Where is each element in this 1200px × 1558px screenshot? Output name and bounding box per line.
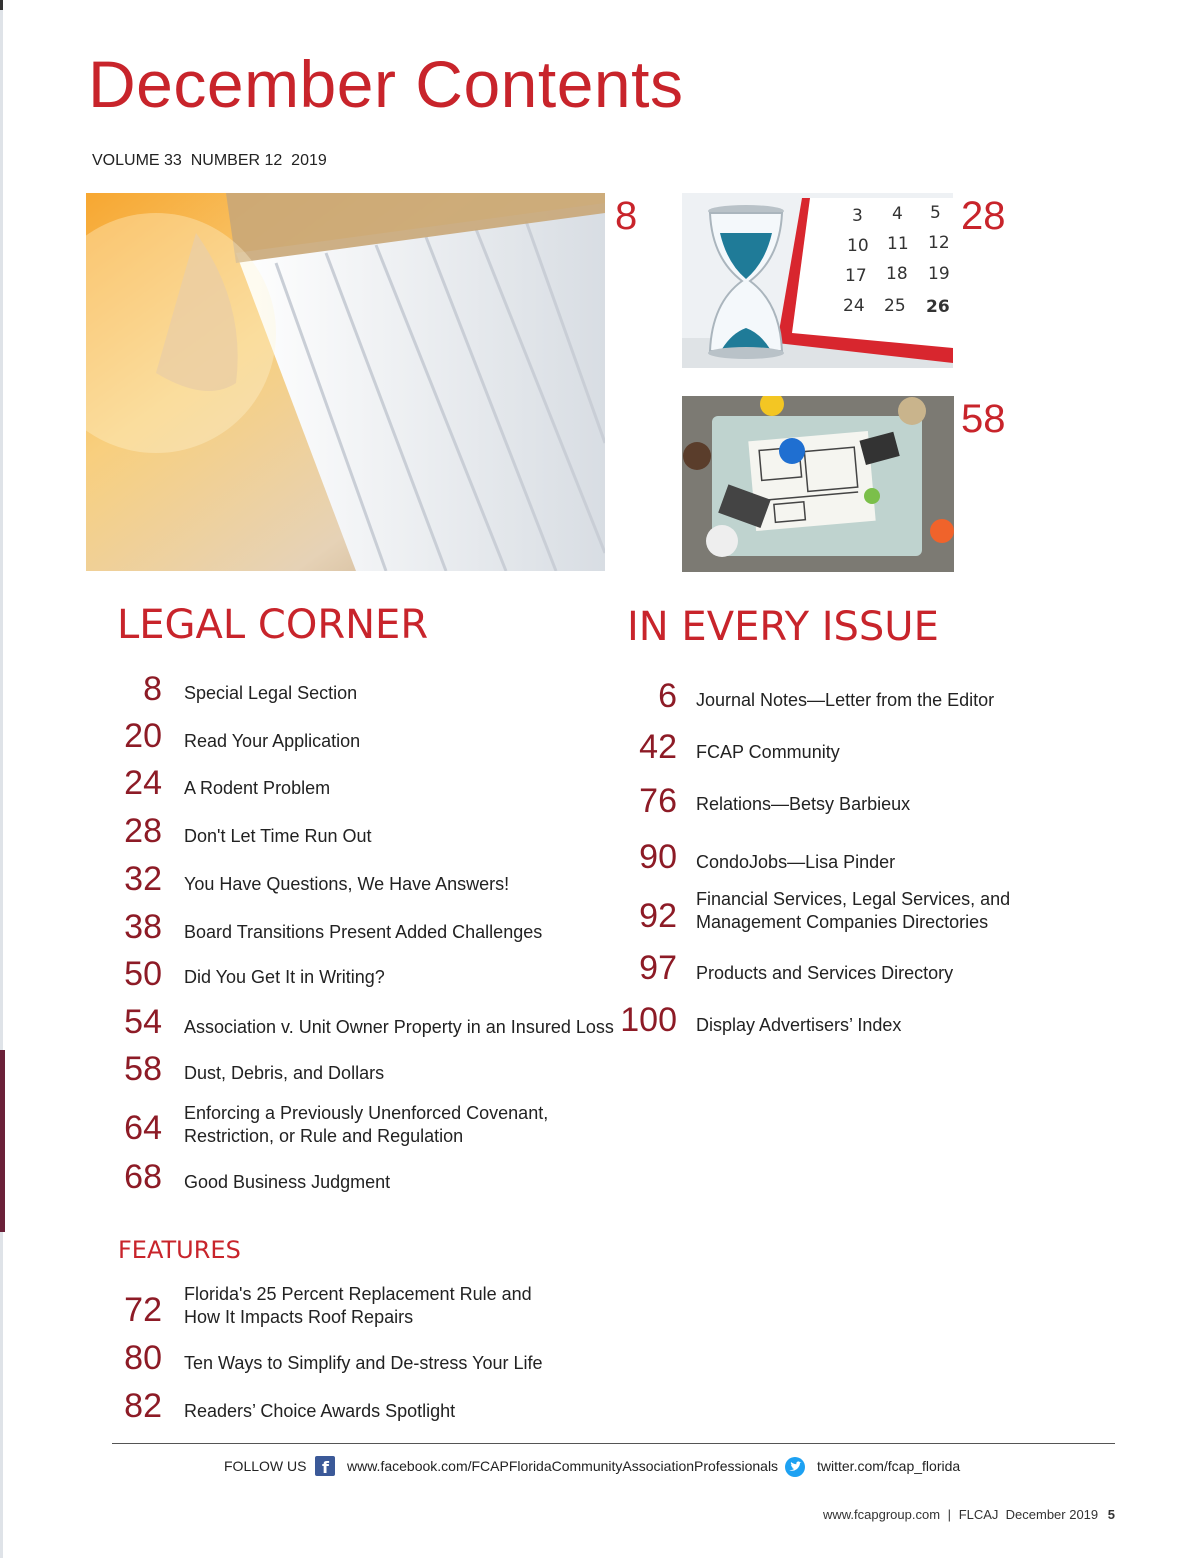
calendar-day: 12 — [928, 233, 950, 253]
twitter-icon[interactable] — [785, 1457, 805, 1477]
toc-entry-title[interactable]: Don't Let Time Run Out — [184, 826, 372, 846]
calendar-day: 10 — [847, 236, 869, 256]
hourglass-calendar-photo — [682, 193, 953, 368]
left-margin-rule — [0, 0, 3, 1558]
toc-page-number: 64 — [124, 1109, 162, 1147]
toc-page-number: 92 — [639, 897, 677, 935]
toc-page-number: 20 — [124, 717, 162, 755]
folio-separator: | — [947, 1507, 952, 1522]
toc-page-number: 82 — [124, 1387, 162, 1425]
toc-entry-title[interactable]: Financial Services, Legal Services, and Management Companies Directories — [696, 889, 1011, 932]
volume-line: VOLUME 33 NUMBER 12 2019 — [92, 152, 327, 169]
twitter-link[interactable]: twitter.com/fcap_florida — [817, 1458, 961, 1474]
toc-entry-title[interactable]: Did You Get It in Writing? — [184, 967, 385, 987]
toc-page-number: 32 — [124, 860, 162, 898]
toc-page-number: 58 — [124, 1050, 162, 1088]
toc-entry-title[interactable]: CondoJobs—Lisa Pinder — [696, 852, 896, 872]
calendar-day: 17 — [845, 266, 867, 286]
calendar-day: 18 — [886, 264, 908, 284]
toc-entry-title[interactable]: Good Business Judgment — [184, 1172, 391, 1192]
toc-entry-title[interactable]: Journal Notes—Letter from the Editor — [696, 690, 995, 710]
greek-column-photo — [86, 193, 605, 571]
toc-page-number: 72 — [124, 1291, 162, 1329]
toc-entry-title[interactable]: FCAP Community — [696, 742, 840, 762]
toc-page-number: 68 — [124, 1158, 162, 1196]
facebook-link[interactable]: www.facebook.com/FCAPFloridaCommunityAssociationProfessionals — [347, 1458, 779, 1474]
toc-entry-title[interactable]: Ten Ways to Simplify and De-stress Your Life — [184, 1353, 543, 1373]
toc-page-number: 80 — [124, 1339, 162, 1377]
toc-page-number: 28 — [124, 812, 162, 850]
left-accent-bar — [0, 1050, 5, 1232]
toc-entry-title[interactable]: Florida's 25 Percent Replacement Rule and How It Impacts Roof Repairs — [184, 1284, 532, 1327]
toc-entry-title[interactable]: Products and Services Directory — [696, 963, 954, 983]
toc-entry-title[interactable]: Board Transitions Present Added Challenges — [184, 922, 543, 942]
page-title: December Contents — [88, 47, 684, 121]
toc-entry-title[interactable]: Dust, Debris, and Dollars — [184, 1063, 385, 1083]
photo-page-number: 58 — [961, 397, 1006, 441]
toc-page-number: 90 — [639, 838, 677, 876]
calendar-day: 3 — [852, 206, 863, 226]
footer-divider — [112, 1443, 1115, 1444]
calendar-day: 11 — [887, 234, 909, 254]
toc-entry-title[interactable]: A Rodent Problem — [184, 778, 331, 798]
toc-page-number: 50 — [124, 955, 162, 993]
calendar-day: 4 — [892, 204, 903, 224]
toc-entry-title[interactable]: Association v. Unit Owner Property in an Insured Loss — [184, 1017, 614, 1037]
toc-entry-title[interactable]: Relations—Betsy Barbieux — [696, 794, 911, 814]
toc-page-number: 100 — [620, 1001, 677, 1039]
toc-page-number: 24 — [124, 764, 162, 802]
calendar-day: 25 — [884, 296, 906, 316]
calendar-day: 19 — [928, 264, 950, 284]
toc-page-number: 54 — [124, 1003, 162, 1041]
toc-entry-title[interactable]: Read Your Application — [184, 731, 361, 751]
publication-label: FLCAJ December 2019 — [958, 1507, 1099, 1522]
page-number: 5 — [1107, 1507, 1115, 1522]
page-folio — [823, 1507, 1115, 1522]
toc-page-number: 42 — [639, 728, 677, 766]
follow-us-label: FOLLOW US — [224, 1458, 307, 1474]
top-crop-mark — [0, 0, 3, 10]
toc-page-number: 97 — [639, 949, 677, 987]
photo-page-number: 8 — [615, 194, 638, 238]
in-every-issue-heading: IN EVERY ISSUE — [627, 604, 939, 650]
toc-entry-title[interactable]: Special Legal Section — [184, 683, 358, 703]
toc-page-number: 76 — [639, 782, 677, 820]
toc-page-number: 6 — [658, 677, 677, 715]
site-url[interactable]: www.fcapgroup.com — [822, 1507, 941, 1522]
photo-page-number: 28 — [961, 194, 1006, 238]
toc-entry-title[interactable]: Display Advertisers’ Index — [696, 1015, 902, 1035]
calendar-day: 5 — [930, 203, 941, 223]
construction-meeting-photo — [682, 396, 954, 572]
toc-entry-title[interactable]: Enforcing a Previously Unenforced Covenant, Restriction, or Rule and Regulation — [184, 1103, 549, 1146]
svg-text:f: f — [322, 1458, 329, 1476]
toc-entry-title[interactable]: Readers’ Choice Awards Spotlight — [184, 1401, 456, 1421]
toc-page-number: 38 — [124, 908, 162, 946]
calendar-day: 24 — [843, 296, 865, 316]
toc-page-number: 8 — [143, 670, 162, 708]
facebook-icon[interactable] — [315, 1456, 335, 1476]
features-heading: FEATURES — [118, 1236, 241, 1264]
calendar-day: 26 — [926, 297, 950, 317]
legal-corner-heading: LEGAL CORNER — [117, 602, 429, 648]
toc-entry-title[interactable]: You Have Questions, We Have Answers! — [184, 874, 510, 894]
